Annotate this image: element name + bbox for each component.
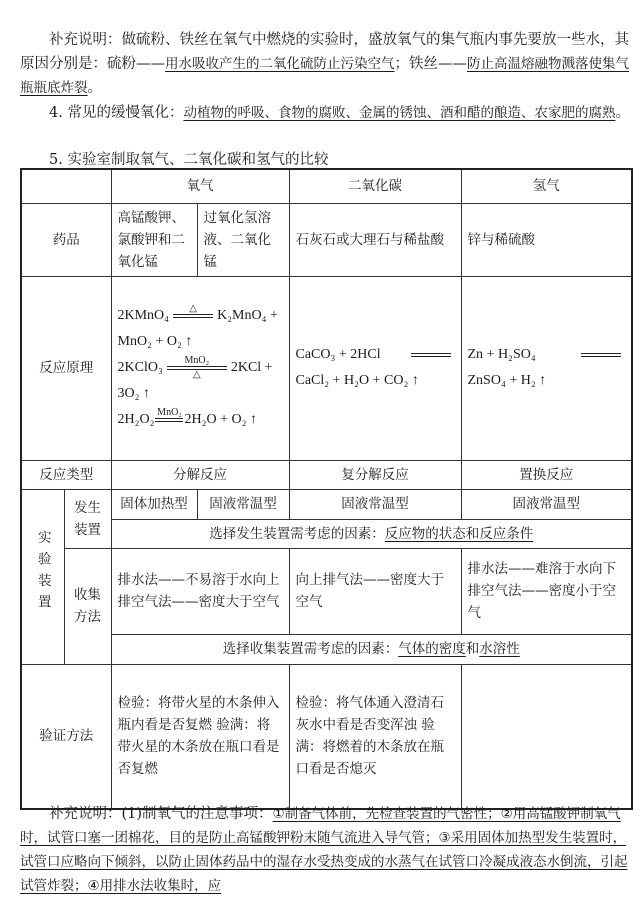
oxygen-equations — [111, 276, 289, 460]
row-label: 发生装置 — [64, 489, 111, 548]
collection-factor-row — [21, 634, 632, 664]
formula: 2KCl + — [230, 360, 273, 375]
row-label: 收集方法 — [64, 548, 111, 664]
cell: 固体加热型 — [111, 489, 197, 519]
cell: 检验：将带火星的木条伸入瓶内看是否复燃 验满：将带火星的木条放在瓶口看是否复燃 — [111, 664, 289, 809]
answer-underlined: 气体的密度 — [398, 641, 466, 657]
condition: MnO₂ — [184, 354, 210, 366]
cell: 锌与稀硫酸 — [461, 203, 632, 276]
formula: 2H₂O + O₂ ↑ — [184, 412, 257, 427]
drugs-row — [21, 203, 632, 276]
answer-underlined: 防止高温熔融物溅落使集气瓶瓶底炸裂 — [20, 56, 629, 96]
text: ；铁丝—— — [394, 56, 467, 72]
condition: △ — [189, 302, 197, 314]
formula: K₂MnO₄ + — [217, 308, 278, 323]
empty-cell — [21, 169, 111, 203]
cell: 检验：将气体通入澄清石灰水中看是否变浑浊 验满：将燃着的木条放在瓶口看是否熄灭 — [289, 664, 461, 809]
equals-sign — [581, 353, 621, 357]
cell: 排水法——难溶于水向下排空气法——密度小于空气 — [461, 548, 632, 634]
cell — [111, 634, 632, 664]
text: 和 — [465, 641, 480, 657]
principle-row — [21, 276, 632, 460]
cell: 置换反应 — [461, 460, 632, 489]
cell: 分解反应 — [111, 460, 289, 489]
formula: ZnSO₄ + H₂ ↑ — [467, 373, 547, 388]
row-label: 反应原理 — [21, 276, 111, 460]
equals-sign — [155, 408, 183, 432]
type-row — [21, 460, 632, 489]
formula: CaCl₂ + H₂O + CO₂ ↑ — [295, 373, 419, 388]
answer-underlined: 反应物的状态和反应条件 — [384, 525, 534, 542]
verify-row — [21, 664, 632, 809]
cell: 排水法——不易溶于水向上排空气法——密度大于空气 — [111, 548, 289, 634]
row-label: 验证方法 — [21, 664, 111, 809]
row-label: 反应类型 — [21, 460, 111, 489]
formula: MnO₂ + O₂ ↑ — [117, 334, 193, 349]
answer-underlined: 用水吸收产生的二氧化硫防止污染空气 — [165, 56, 395, 72]
comparison-table — [20, 168, 633, 810]
formula: 3O₂ ↑ — [117, 386, 150, 401]
supplement-paragraph-1 — [20, 28, 630, 100]
answer-underlined: ①制备气体前，先检查装置的气密性；②用高锰酸钾制氧气时，试管口塞一团棉花，目的是防止高锰酸钾粉末随气流进入导气管；③采用固体加热型发生装置时，试管口应略向下倾斜，以防止固体药品中的湿存水受热变成的水蒸气在试管口冷凝成液态水倒流，引起试管炸裂；④用排水法收集时，应 — [20, 806, 628, 894]
cell: 固液常温型 — [197, 489, 289, 519]
co2-equation — [289, 276, 461, 460]
equals-sign — [167, 356, 227, 380]
equals-sign — [411, 353, 451, 357]
cell — [111, 519, 632, 548]
header-hydrogen: 氢气 — [461, 169, 632, 203]
cell: 过氧化氢溶液、二氧化锰 — [197, 203, 289, 276]
text: 。 — [87, 80, 102, 96]
generator-row — [21, 489, 632, 519]
formula: 2H₂O₂ — [117, 412, 155, 427]
text: 补充说明：(1)制氧气的注意事项： — [49, 806, 273, 822]
header-oxygen: 氧气 — [111, 169, 289, 203]
header-row — [21, 169, 632, 203]
cell: 复分解反应 — [289, 460, 461, 489]
cell: 向上排气法——密度大于空气 — [289, 548, 461, 634]
generator-factor-row — [21, 519, 632, 548]
answer-underlined: 动植物的呼吸、食物的腐败、金属的锈蚀、酒和醋的酿造、农家肥的腐熟 — [183, 105, 616, 121]
condition: MnO₂ — [157, 406, 182, 418]
text: 选择发生装置需考虑的因素： — [209, 525, 385, 542]
text: 实验装置 — [34, 530, 51, 616]
supplement-paragraph-2 — [20, 802, 630, 898]
formula: CaCO₃ + 2HCl — [295, 347, 381, 362]
cell: 石灰石或大理石与稀盐酸 — [289, 203, 461, 276]
section-title: 5. 实验室制取氧气、二氧化碳和氢气的比较 — [49, 152, 329, 168]
row-label: 药品 — [21, 203, 111, 276]
formula: Zn + H₂SO₄ — [467, 347, 536, 362]
text: 。 — [615, 105, 630, 121]
answer-underlined: 水溶性 — [479, 641, 520, 657]
header-co2: 二氧化碳 — [289, 169, 461, 203]
h2-equation — [461, 276, 632, 460]
apparatus-label — [21, 489, 64, 664]
formula: 2KClO₃ — [117, 360, 163, 375]
text: 选择收集装置需考虑的因素： — [222, 641, 399, 657]
cell: 固液常温型 — [461, 489, 632, 519]
cell: 高锰酸钾、氯酸钾和二氧化锰 — [111, 203, 197, 276]
empty-cell — [461, 664, 632, 809]
condition: △ — [192, 368, 201, 380]
cell: 固液常温型 — [289, 489, 461, 519]
text: 补充说明：做硫粉、铁丝在氧气中燃烧的实验时，盛放氧气的集气瓶内事先要放一些水，其原因分别是：硫粉—— — [20, 32, 629, 72]
formula: 2KMnO₄ — [117, 308, 170, 323]
equals-sign — [173, 304, 213, 328]
slow-oxidation-paragraph — [20, 101, 630, 125]
collection-row — [21, 548, 632, 634]
text: 4. 常见的缓慢氧化： — [49, 105, 184, 121]
